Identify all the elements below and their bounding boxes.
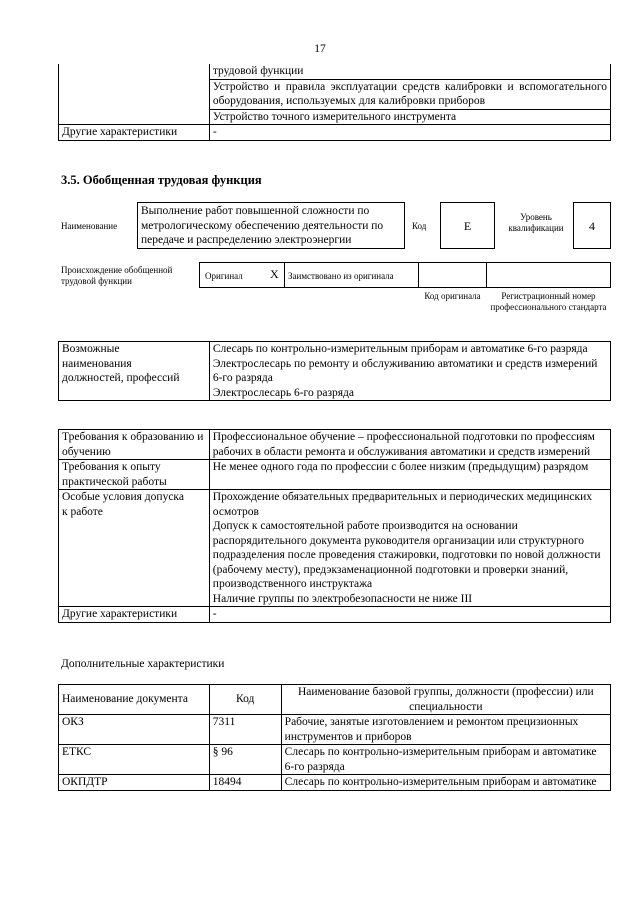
function-name: Выполнение работ повышенной сложности по метрологическому обеспечению деятельности по передаче и распределению электроэнергии [137, 202, 405, 249]
table-cell: Не менее одного года по профессии с более низким (предыдущим) разрядом [209, 460, 610, 490]
code-value: E [440, 202, 495, 249]
table-cell [59, 79, 210, 109]
table-cell [59, 109, 210, 125]
table-row [59, 490, 611, 607]
reg-number-cell [486, 262, 611, 288]
column-header: Код [209, 685, 281, 715]
condition-item: Допуск к самостоятельной работе производится на основании распорядительного документа руководителя организации или структурного подразделения после проведения стажировки, подготовки по новой должности (рабочему месту), предэкзаменационной подготовки и проверки знаний, производственного инструктажа [212, 520, 601, 590]
level-value: 4 [573, 202, 611, 249]
original-mark: X [270, 267, 279, 281]
table-row [59, 109, 611, 125]
positions-label: Возможные наименования должностей, профессий [59, 342, 210, 401]
position-item: Слесарь по контрольно-измерительным приборам и автоматике 6-го разряда [212, 343, 588, 355]
table-cell: - [209, 125, 610, 141]
original-code-cell [418, 262, 487, 288]
table-row [59, 64, 611, 79]
name-label: Наименование [61, 221, 118, 231]
section-title: 3.5. Обобщенная трудовая функция [61, 173, 262, 187]
table-cell: - [209, 607, 610, 623]
table-row [59, 342, 611, 401]
origin-label: Происхождение обобщенной трудовой функции [61, 265, 173, 286]
table-row [59, 79, 611, 109]
borrowed-label: Заимствовано из оригинала [288, 271, 394, 281]
table-cell: Слесарь по контрольно-измерительным приборам и автоматике 6-го разряда [281, 745, 610, 775]
original-cell [199, 262, 285, 288]
column-header: Наименование документа [59, 685, 210, 715]
positions-table [58, 341, 611, 401]
table-label: Требования к опыту практической работы [59, 460, 210, 490]
table-cell: § 96 [209, 745, 281, 775]
reg-caption: Регистрационный номер профессионального стандарта [490, 291, 607, 312]
position-item: Электрослесарь по ремонту и обслуживанию автоматики и средств измерений 6-го разряда [212, 357, 598, 384]
position-item: Электрослесарь 6-го разряда [212, 386, 354, 399]
additional-title: Дополнительные характеристики [61, 658, 225, 670]
table-cell: Слесарь по контрольно-измерительным приборам и автоматике [281, 775, 610, 791]
page-number: 17 [314, 43, 326, 55]
table-label: Другие характеристики [59, 607, 210, 623]
table-row [59, 430, 611, 460]
table-cell: трудовой функции [209, 64, 610, 79]
table-label: Другие характеристики [59, 125, 210, 141]
borrowed-cell [284, 262, 419, 288]
table-row [59, 775, 611, 791]
table-label: Особые условия допуска к работе [59, 490, 210, 607]
table-cell: ОКЗ [59, 715, 210, 745]
table-cell: 18494 [209, 775, 281, 791]
condition-item: Наличие группы по электробезопасности не ниже III [212, 592, 473, 605]
table-cell [59, 64, 210, 79]
table-cell: Рабочие, занятые изготовлением и ремонтом прецизионных инструментов и приборов [281, 715, 610, 745]
code-label: Код [412, 221, 427, 231]
column-header: Наименование базовой группы, должности (профессии) или специальности [281, 685, 610, 715]
table-header-row [59, 685, 611, 715]
top-table [58, 64, 611, 141]
additional-table [58, 684, 611, 791]
table-row [59, 460, 611, 490]
original-label: Оригинал [205, 271, 243, 281]
positions-values [209, 342, 610, 401]
condition-item: Прохождение обязательных предварительных и периодических медицинских осмотров [212, 491, 593, 518]
table-cell: ЕТКС [59, 745, 210, 775]
table-row [59, 607, 611, 623]
table-cell: 7311 [209, 715, 281, 745]
level-label: Уровень квалификации [508, 212, 564, 233]
table-cell: Профессиональное обучение – профессиональной подготовки по профессиям рабочих в области ремонта и обслуживания автоматики и средств измерений [209, 430, 610, 460]
requirements-table [58, 429, 611, 623]
table-row [59, 715, 611, 745]
table-label: Требования к образованию и обучению [59, 430, 210, 460]
code-caption: Код оригинала [424, 291, 481, 301]
table-cell: Устройство и правила эксплуатации средств калибровки и вспомогательного оборудования, используемых для калибровки приборов [209, 79, 610, 109]
table-row [59, 125, 611, 141]
table-cell [209, 490, 610, 607]
table-row [59, 745, 611, 775]
table-cell: ОКПДТР [59, 775, 210, 791]
table-cell: Устройство точного измерительного инструмента [209, 109, 610, 125]
